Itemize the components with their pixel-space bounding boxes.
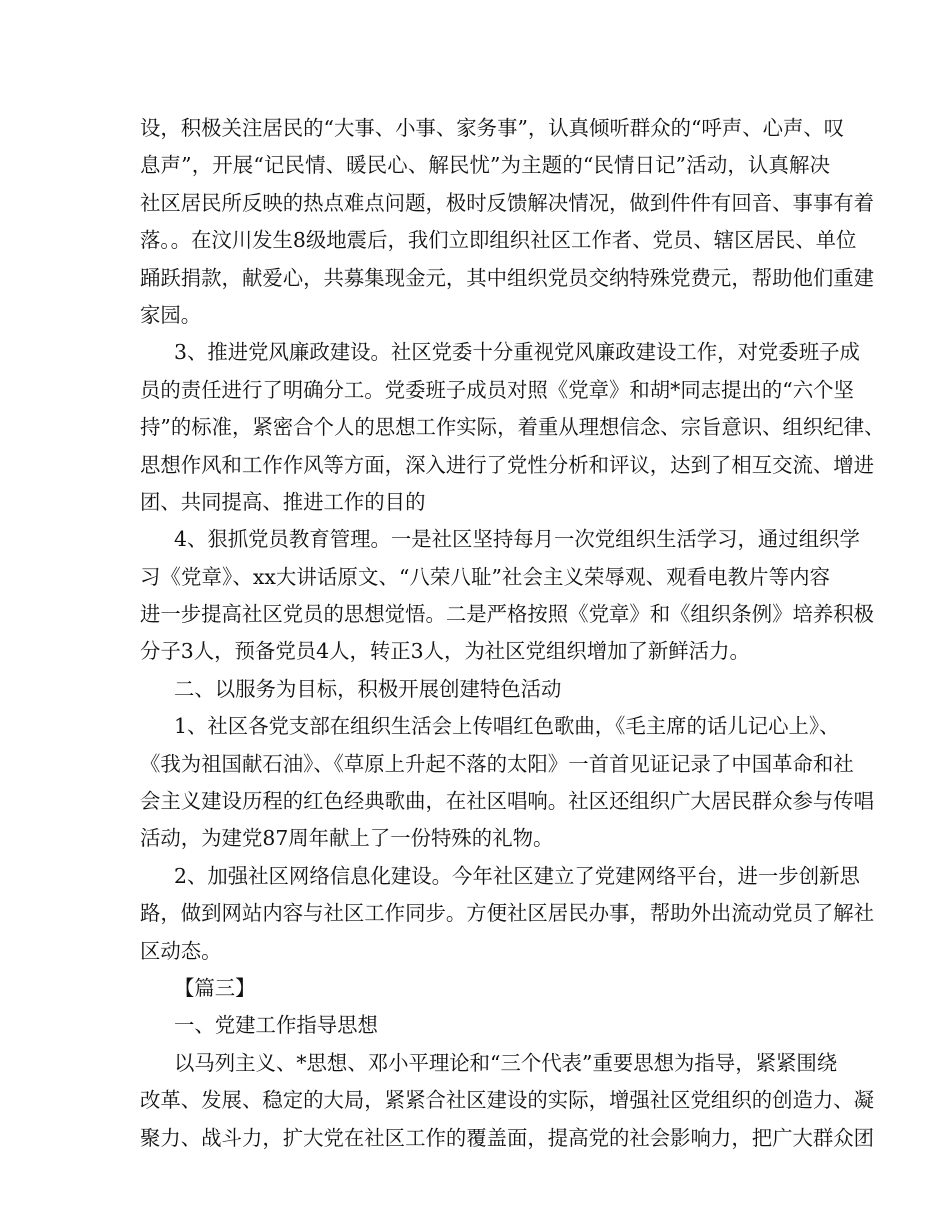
text-line: 进一步提高社区党员的思想觉悟。二是严格按照《党章》和《组织条例》培养积极	[140, 602, 875, 627]
text-line: 踊跃捐款，献爱心，共募集现金元，其中组织党员交纳特殊党费元，帮助他们重建	[140, 265, 875, 290]
text-line: 息声”，开展“记民情、暖民心、解民忧”为主题的“民情日记”活动，认真解决	[140, 153, 830, 178]
text-line: 《我为祖国献石油》、《草原上升起不落的太阳》一首首见证记录了中国革命和社	[140, 751, 854, 776]
text-line: 改革、发展、稳定的大局，紧紧合社区建设的实际，增强社区党组织的创造力、凝	[140, 1088, 875, 1113]
text-line: 落。。在汶川发生8级地震后，我们立即组织社区工作者、党员、辖区居民、单位	[140, 228, 857, 253]
text-line: 分子3人，预备党员4人，转正3人，为社区党组织增加了新鲜活力。	[140, 639, 750, 664]
text-line: 社区居民所反映的热点难点问题，极时反馈解决情况，做到件件有回音、事事有着	[140, 190, 875, 215]
text-line: 家园。	[140, 302, 202, 327]
document-body	[140, 110, 885, 1157]
text-line: 员的责任进行了明确分工。党委班子成员对照《党章》和胡*同志提出的“六个坚	[140, 377, 854, 402]
text-line: 【篇三】	[174, 975, 256, 1000]
text-line: 会主义建设历程的红色经典歌曲，在社区唱响。社区还组织广大居民群众参与传唱	[140, 789, 875, 814]
text-line: 思想作风和工作作风等方面，深入进行了党性分析和评议，达到了相互交流、增进	[140, 452, 875, 477]
text-line: 4、狠抓党员教育管理。一是社区坚持每月一次党组织生活学习，通过组织学	[174, 527, 860, 552]
text-line: 二、以服务为目标，积极开展创建特色活动	[174, 676, 562, 701]
text-line: 区动态。	[140, 938, 222, 963]
text-line: 设，积极关注居民的“大事、小事、家务事”，认真倾听群众的“呼声、心声、叹	[140, 116, 845, 140]
text-line: 2、加强社区网络信息化建设。今年社区建立了党建网络平台，进一步创新思	[174, 863, 860, 888]
text-line: 习《党章》、xx大讲话原文、“八荣八耻”社会主义荣辱观、观看电教片等内容	[140, 564, 830, 589]
text-line: 活动，为建党87周年献上了一份特殊的礼物。	[140, 826, 554, 851]
text-line: 1、社区各党支部在组织生活会上传唱红色歌曲，《毛主席的话儿记心上》、	[174, 714, 840, 739]
text-line: 3、推进党风廉政建设。社区党委十分重视党风廉政建设工作，对党委班子成	[174, 340, 860, 365]
text-line: 路，做到网站内容与社区工作同步。方便社区居民办事，帮助外出流动党员了解社	[140, 901, 875, 926]
text-line: 聚力、战斗力，扩大党在社区工作的覆盖面，提高党的社会影响力，把广大群众团	[140, 1125, 875, 1150]
text-line: 团、共同提高、推进工作的目的	[140, 489, 426, 514]
text-line: 一、党建工作指导思想	[174, 1013, 378, 1038]
text-line: 以马列主义、*思想、邓小平理论和“三个代表”重要思想为指导，紧紧围绕	[174, 1050, 838, 1075]
text-line: 持”的标准，紧密合个人的思想工作实际，着重从理想信念、宗旨意识、组织纪律、	[140, 415, 885, 440]
